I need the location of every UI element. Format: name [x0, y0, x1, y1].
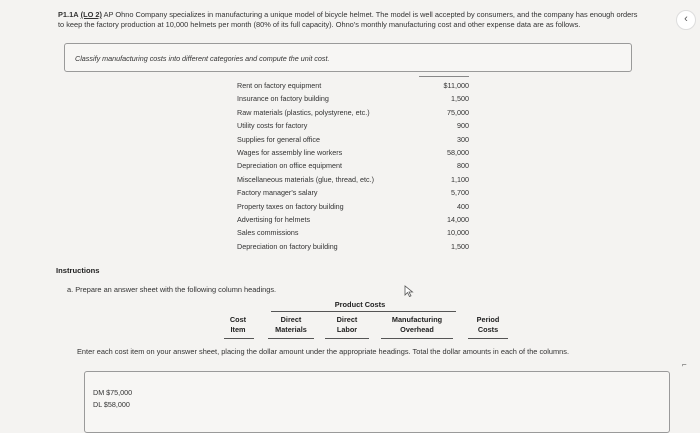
cost-label: Miscellaneous materials (glue, thread, etc.)	[237, 174, 375, 184]
cost-amount: 900	[457, 121, 469, 131]
cost-amount: 10,000	[447, 228, 469, 238]
column-direct-labor	[327, 315, 367, 335]
cost-row	[237, 186, 469, 199]
cost-row	[237, 119, 469, 132]
cost-row	[237, 92, 469, 105]
cost-label: Raw materials (plastics, polystyrene, etc.)	[237, 107, 370, 117]
cost-amount: 5,700	[451, 188, 469, 198]
column-direct-materials	[268, 315, 314, 335]
cost-label: Insurance on factory building	[237, 94, 329, 104]
enter-instruction-text: Enter each cost item on your answer sheet, placing the dollar amount under the appropriate headings. Total the dollar amounts in each of the columns.	[77, 347, 570, 356]
task-text: Classify manufacturing costs into different categories and compute the unit cost.	[75, 54, 330, 63]
cost-label: Property taxes on factory building	[237, 201, 344, 211]
answer-line: DL $58,000	[93, 400, 130, 409]
column-cost-item	[223, 315, 253, 335]
cost-label: Wages for assembly line workers	[237, 147, 343, 157]
cost-amount: 1,100	[451, 174, 469, 184]
cost-amount: 1,500	[451, 241, 469, 251]
side-tool-icon[interactable]: ⌐	[682, 360, 687, 369]
cost-row	[237, 79, 469, 92]
answer-textarea[interactable]	[84, 371, 670, 433]
column-label: Labor	[336, 325, 358, 334]
column-period-costs	[466, 315, 510, 335]
learning-objective-link[interactable]: (LO 2)	[80, 10, 102, 19]
cost-label: Sales commissions	[237, 228, 299, 238]
column-label: Direct	[280, 315, 302, 324]
instructions-heading: Instructions	[56, 266, 100, 275]
problem-statement	[58, 10, 643, 29]
column-rule	[468, 338, 508, 339]
column-label: Item	[230, 325, 246, 334]
product-costs-rule	[271, 311, 456, 312]
cost-label: Supplies for general office	[237, 134, 320, 144]
cost-row	[237, 159, 469, 172]
cost-amount: 800	[457, 161, 469, 171]
cost-row	[237, 173, 469, 186]
answer-line: DM $75,000	[93, 388, 133, 397]
cost-row	[237, 240, 469, 253]
column-rule	[325, 338, 369, 339]
instruction-item-a: a. Prepare an answer sheet with the following column headings.	[67, 285, 277, 294]
cost-row	[237, 200, 469, 213]
column-label: Period	[476, 315, 500, 324]
cost-label: Factory manager's salary	[237, 188, 318, 198]
cost-row	[237, 146, 469, 159]
cost-amount: 14,000	[447, 214, 469, 224]
cost-label: Utility costs for factory	[237, 121, 308, 131]
column-manufacturing-overhead	[381, 315, 453, 335]
column-rule	[381, 338, 453, 339]
column-label: Overhead	[400, 325, 434, 334]
cost-amount: 1,500	[451, 94, 469, 104]
cost-row	[237, 106, 469, 119]
cost-row	[237, 133, 469, 146]
cost-list	[237, 79, 469, 253]
cost-amount: 300	[457, 134, 469, 144]
cost-label: Advertising for helmets	[237, 214, 311, 224]
cost-label: Depreciation on factory building	[237, 241, 338, 251]
column-rule	[268, 338, 314, 339]
column-label: Costs	[477, 325, 499, 334]
cost-label: Rent on factory equipment	[237, 81, 322, 90]
cost-amount: $11,000	[443, 81, 469, 90]
cost-amount: 400	[457, 201, 469, 211]
column-rule	[224, 338, 254, 339]
mouse-cursor-icon	[404, 285, 414, 297]
cost-amount: 58,000	[447, 147, 469, 157]
product-costs-heading: Product Costs	[334, 300, 386, 309]
cost-row	[237, 226, 469, 239]
problem-text: AP Ohno Company specializes in manufacturing a unique model of bicycle helmet. The model is well accepted by consumers, and the company has enough orders to keep the factory production at 10,000 helmets per month (80% of its full capacity). Ohno's monthly manufacturing cost and other expense data are as follows.	[58, 10, 638, 29]
column-label: Cost	[229, 315, 247, 324]
cost-label: Depreciation on office equipment	[237, 161, 342, 171]
cost-row	[237, 213, 469, 226]
task-box	[64, 43, 632, 72]
column-label: Manufacturing	[391, 315, 443, 324]
cost-amount: 75,000	[447, 107, 469, 117]
problem-tag: P1.1A	[58, 10, 79, 19]
chevron-left-icon[interactable]: ‹	[676, 10, 696, 30]
amount-top-rule	[419, 76, 469, 77]
column-label: Direct	[336, 315, 358, 324]
column-label: Materials	[275, 325, 307, 334]
